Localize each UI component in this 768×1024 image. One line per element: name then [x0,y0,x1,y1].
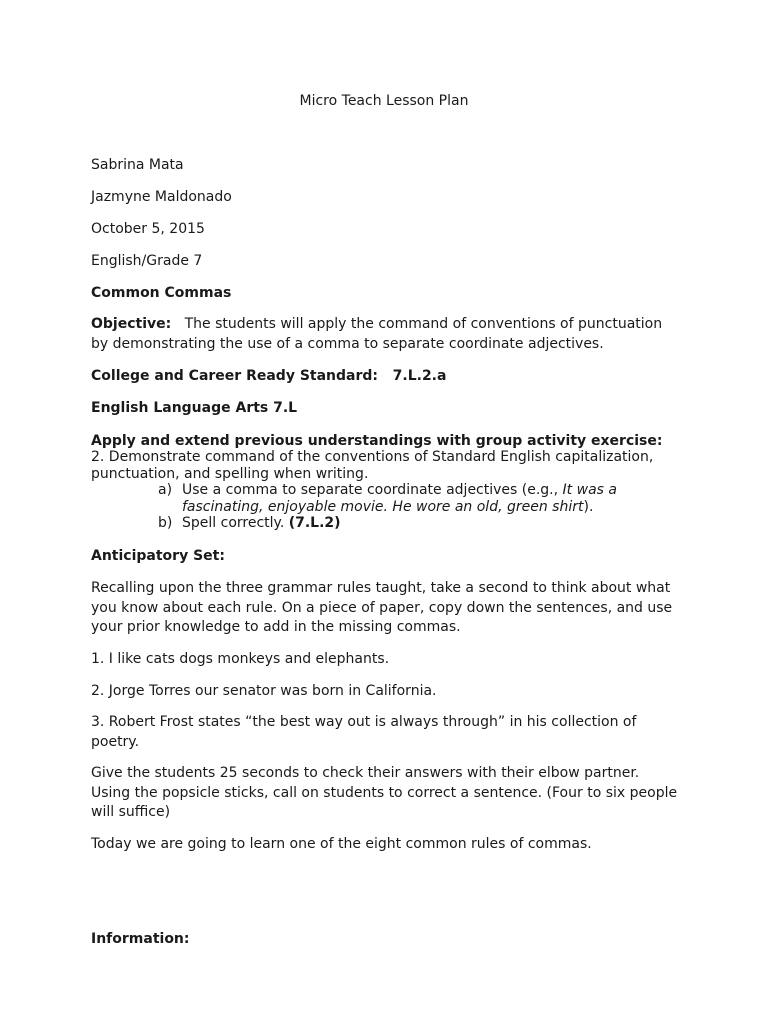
sub-item-b-marker: b) [158,515,173,531]
objective-label: Objective: [91,316,172,332]
anticipatory-intro: Recalling upon the three grammar rules taught, take a second to think about what you know about each rule. On a piece of paper, copy down the sentences, and use your prior knowledge to add in the missing commas. [91,580,673,635]
apply-heading: Apply and extend previous understandings with group activity exercise: [91,433,663,449]
lesson-date: October 5, 2015 [91,221,205,237]
standard-line [91,367,446,385]
sub-item-a-marker: a) [158,482,173,498]
lesson-name: Common Commas [91,285,232,301]
sentence-3: 3. Robert Frost states “the best way out is always through” in his collection of poetry. [91,714,637,750]
sub-item-a [158,482,658,515]
author-1: Sabrina Mata [91,157,184,173]
sub-item-b-code: (7.L.2) [288,515,341,531]
apply-item-2 [91,449,681,482]
sub-item-a-example-1: It was a [562,482,617,498]
standard-label: College and Career Ready Standard: [91,368,379,384]
sentence-2: 2. Jorge Torres our senator was born in California. [91,683,437,699]
sub-item-a-example-2: fascinating, enjoyable movie. He wore an old, green shirt [182,498,584,515]
objective-text: The students will apply the command of conventions of punctuation by demonstrating the use of a comma to separate coordinate adjectives. [91,316,663,352]
apply-item-2-line-1: 2. Demonstrate command of the conventions of Standard English capitalization, [91,449,654,465]
author-2: Jazmyne Maldonado [91,189,232,205]
standard-code: 7.L.2.a [392,368,447,384]
subject-grade: English/Grade 7 [91,253,203,269]
sub-item-a-end: ). [583,498,594,515]
page-title: Micro Teach Lesson Plan [299,93,469,109]
ela-heading: English Language Arts 7.L [91,400,298,416]
sub-item-a-text: Use a comma to separate coordinate adjectives (e.g., [182,482,559,498]
objective-paragraph [91,315,681,354]
sentence-1: 1. I like cats dogs monkeys and elephants. [91,651,390,667]
closing-sentence: Today we are going to learn one of the eight common rules of commas. [91,836,592,852]
apply-item-2-line-2: punctuation, and spelling when writing. [91,465,369,482]
sub-item-b [158,515,658,532]
information-heading: Information: [91,931,190,947]
sub-item-b-text: Spell correctly. [182,515,285,531]
anticipatory-heading: Anticipatory Set: [91,548,225,564]
instruction-paragraph: Give the students 25 seconds to check their answers with their elbow partner. Using the popsicle sticks, call on students to correct a sentence. (Four to six people will suffice) [91,765,678,820]
